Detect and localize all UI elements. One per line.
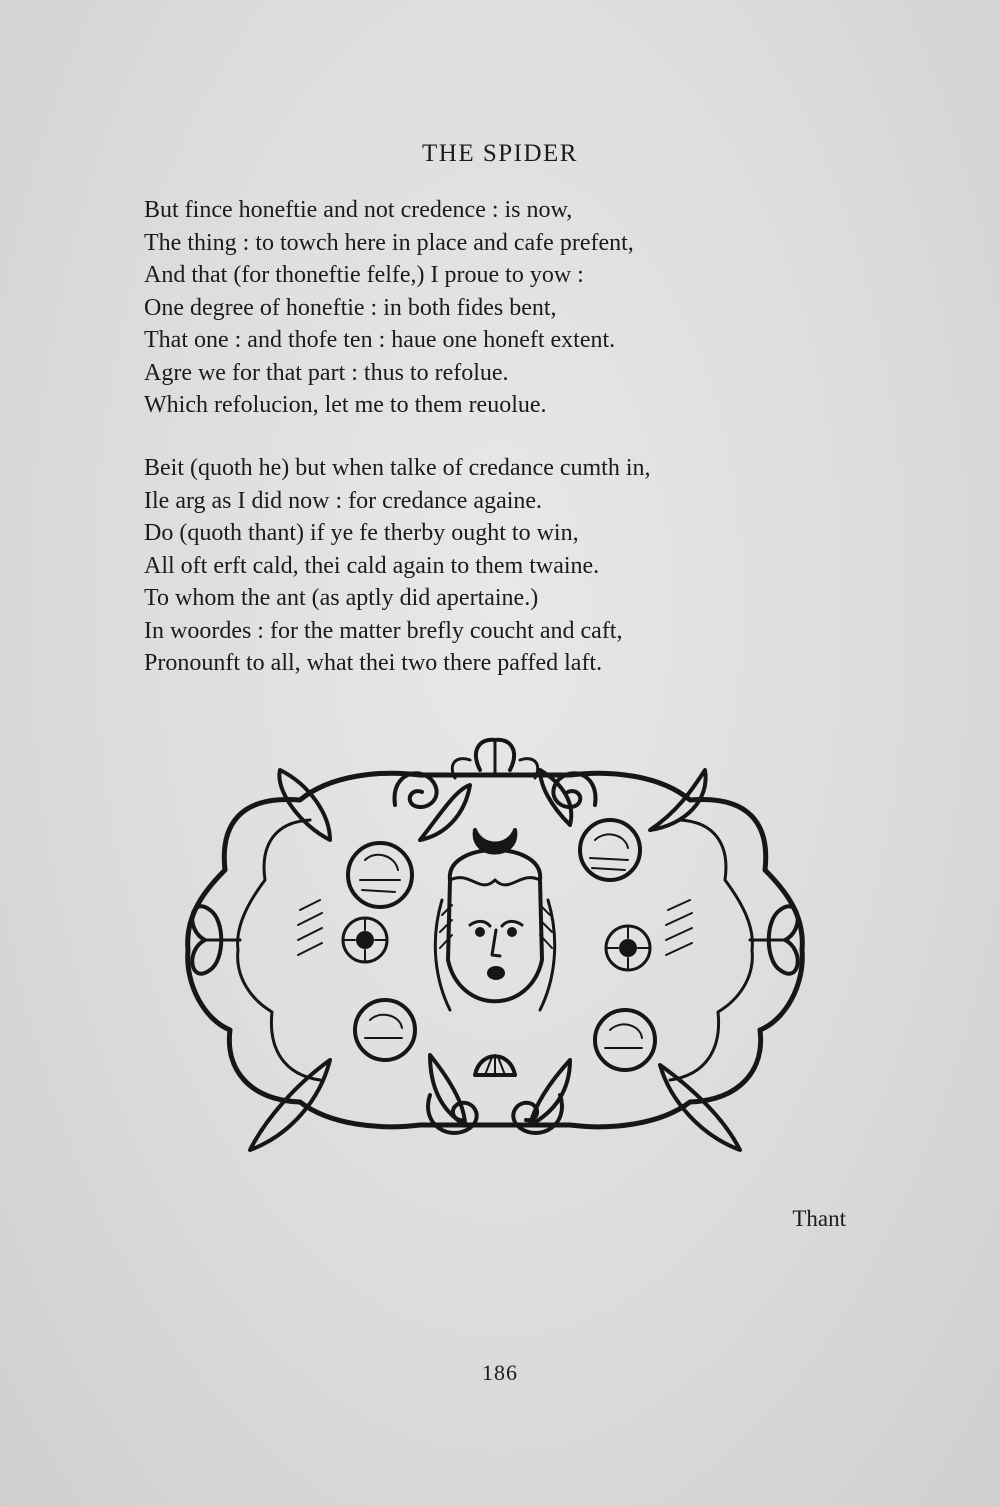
page-number: 186 [482,1360,518,1385]
verse-line: Pronounft to all, what thei two there paffed laft. [144,650,603,676]
stanza [144,452,651,680]
verse-line: Beit (quoth he) but when talke of credance cumth in, [144,455,651,481]
verse-line: Agre we for that part : thus to refolue. [144,359,509,386]
verse-line: But fince honeftie and not credence : is now, [144,197,573,223]
verse-line: And that (for thoneftie felfe,) I proue to yow : [144,262,584,288]
verse-line: Ile arg as I did now : for credance againe. [144,487,543,514]
verse-line: In woordes : for the matter brefly coucht and caft, [144,617,623,644]
running-head: THE SPIDER [422,140,578,167]
verse-line: Do (quoth thant) if ye fe therby ought to win, [144,520,579,546]
verse-line: The thing : to towch here in place and cafe prefent, [144,229,634,256]
verse-line: Which refolucion, let me to them reuolue. [144,392,547,418]
verse-line: One degree of honeftie : in both fides bent, [144,294,557,321]
woodcut-face-ornament-icon [180,730,810,1170]
verse-line: To whom the ant (as aptly did apertaine.) [144,585,539,611]
verse-line: That one : and thofe ten : haue one honeft extent. [144,327,616,353]
stanza [144,194,634,422]
verse-line: All oft erft cald, thei cald again to them twaine. [144,552,600,579]
catchword: Thant [792,1206,846,1231]
